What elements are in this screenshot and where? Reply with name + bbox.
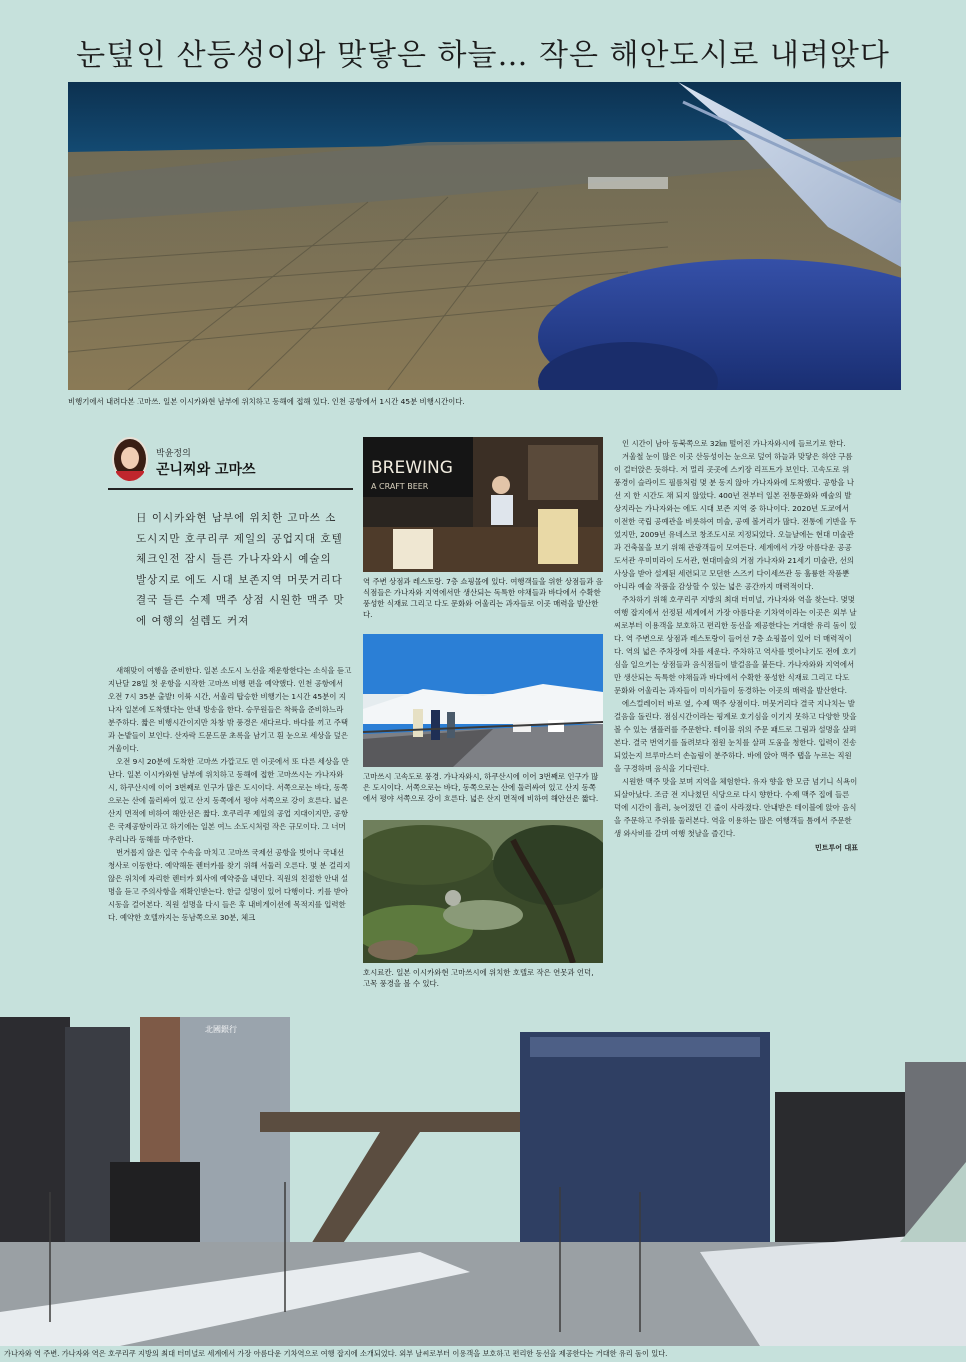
aerial-photo-caption: 비행기에서 내려다본 고마쓰. 일본 이시카와현 남부에 위치하고 동해에 접해 있다. 인천 공항에서 1시간 45분 비행시간이다. [68,397,465,406]
signoff: 민트투어 대표 [814,844,858,852]
headline: 눈덮인 산등성이와 맞닿은 하늘… 작은 해안도시로 내려앉다 [76,38,890,73]
article-paragraph: 주차하기 위해 호쿠리쿠 지방의 최대 터미널, 가나자와 역을 찾는다. 몇몇 여행 잡지에서 선정된 세계에서 가장 아름다운 기차역이라는 이곳은 외부 날씨로부터 이용객을 보호하고 편리한 동선을 제공한다는 거대한 유리 돔이 있다. 역 주변으로 상점과 레스토랑이 들어선 7층 쇼핑몰이 있어 더 매력적이다. 역의 넓은 주차장에 차를 세운다. 주차하고 역사를 벗어나기도 전에 호기심을 일으키는 상점들과 음식점들이 발걸음을 붙든다. 가나자와와 지역에서만 생산되는 독특한 야채들과 바다에서 수확한 풍성한 식재료 그리고 다도 문화와 어울리는 과자들이 미식가들이 동경하는 이곳의 매력을 발산한다. [614,595,857,695]
article-paragraph: 겨울철 눈이 많은 이곳 산등성이는 눈으로 덮여 하늘과 맞닿은 하얀 구름이 걸터앉은 듯하다. 저 멀리 곳곳에 스키장 리프트가 보인다. 고속도로 위 풍경이 슬라이드 필름처럼 몇 분 동지 않아 가나자와에 도착했다. 공항을 나선 지 한 시간도 채 되지 않았다. 400년 전부터 일본 전통문화와 예술의 발상지라는 가나자와는 에도 시대 보존 지역 중 하나이다. 2020년 도쿄에서 이전한 국립 공예관을 비롯하여 미술, 공예 볼거리가 많다. 전통에 기반을 두었지만, 2009년 유네스코 창조도시로 지정되었다. 오늘날에는 현대 미술관과 건축물을 보기 위해 관광객들이 모여든다. 세계에서 가장 아름다운 공공 도서관 우미미라이 도서관, 현대미술의 거점 가나자와 21세기 미술관, 선의 사상을 받아 설계된 세련되고 모던한 스즈키 다이세쓰관 등 훌륭한 작품뿐 아니라 예술 작품을 감상할 수 있는 넓은 공간까지 매력적이다. [614,452,857,591]
brewing-sign-sub: A CRAFT BEER [371,482,429,491]
aerial-photo [68,82,901,390]
byline [108,433,353,490]
author-name: 박윤정의 [156,449,191,459]
article-paragraph: 번거롭지 않은 입국 수속을 마치고 고마쓰 국제선 공항을 벗어나 국내선 청사로 이동한다. 예약해둔 렌터카를 찾기 위해 서둘러 오른다. 몇 분 걸리지 않은 위치에 자리한 렌터카 회사에 예약증을 내민다. 직원의 친절한 안내 설명을 듣고 주의사항을 재확인받는다. 한글 설명이 있어 다행이다. 키를 받아 시동을 걸어본다. 직원 설명을 다시 들은 후 내비게이션에 목적지를 입력한다. 예약한 호텔까지는 동남쪽으로 30분, 체크 [108,848,351,922]
article-paragraph: 에스컬레이터 바로 옆, 수제 맥주 상점이다. 머뭇거리다 결국 지나치는 발걸음을 돌린다. 점심시간이라는 핑계로 호기심을 이기지 못하고 다양한 맛을 볼 수 있는 샘플러를 주문한다. 테이블 위의 주문 패드로 그림과 설명을 살펴본다. 결국 번역기를 돌려보다 점원 눈치를 살펴 도움을 청한다. 입력이 진송되었는지 브루마스터 손놀림이 분주하다. 바에 앉아 맥주 탭을 누르는 직원을 구경하며 음식을 기다린다. [614,699,857,773]
station-photo [0,1012,966,1346]
brewery-photo-drawing [363,437,603,572]
brewery-photo [363,437,603,572]
author-avatar [112,437,148,481]
garden-photo-drawing [363,820,603,963]
highway-photo-caption: 고마쓰시 고속도로 풍경. 가나자와시, 하쿠산시에 이어 3번째로 인구가 많은 도시이다. 서쪽으로는 바다, 동쪽으로는 산에 둘러싸여 있고 산지 동쪽에서 평야 서쪽으로 강이 흐른다. 넓은 산지 면적에 비하여 해안선은 짧다. [363,772,599,803]
aerial-photo-drawing [68,82,901,390]
article-column-1 [108,664,352,924]
lede-text: 日 이시카와현 남부에 위치한 고마쓰 소도시지만 호쿠리쿠 제일의 공업지대 호텔 체크인전 잠시 들른 가나자와시 예술의 발상지로 에도 시대 보존지역 머뭇거리다 결국 들른 수제 맥주 상점 시원한 맥주 맛에 여행의 설렘도 커져 [136,512,345,627]
garden-photo [363,820,603,963]
brewing-sign: BREWING [371,458,453,478]
lede [136,508,346,631]
article-paragraph: 새해맞이 여행을 준비한다. 일본 소도시 노선을 재운항한다는 소식을 듣고 지난달 28일 첫 운항을 시작한 고마쓰 비행 편을 예약했다. 인천 공항에서 오전 7시 35분 출발! 이륙 시간, 서울리 탑승한 비행기는 1시간 45분이 지나자 일본에 도착했다는 안내 방송을 한다. 승무원들은 착륙을 준비하느라 분주하다. 짧은 비행시간이지만 차창 밖 풍경은 새다르다. 바다를 끼고 주택과 논밭들이 보인다. 산자락 드문드문 초록을 남기고 흰 눈으로 세상을 덮은 겨울이다. [108,666,352,753]
highway-photo-drawing [363,634,603,767]
station-photo-caption: 가나자와 역 주변. 가나자와 역은 호쿠리쿠 지방의 최대 터미널로 세계에서 가장 아름다운 기차역으로 여행 잡지에 소개되었다. 외부 날씨로부터 이용객을 보호하고 편리한 동선을 제공한다는 거대한 유리 돔이 있다. [4,1349,668,1358]
article-paragraph: 시원한 맥주 맛을 보며 지역을 체험한다. 유자 향을 한 모금 넘기니 식욕이 되살아났다. 조금 전 지나쳤던 식당으로 다시 향한다. 수제 맥주 집에 들른 덕에 시간이 흘러, 늦어졌던 긴 줄이 사라졌다. 안내받은 테이블에 앉아 음식을 주문하고 주위를 둘러본다. 역을 이용하는 많은 여행객들 틈에서 주문한 생 와사비를 갈며 여행 첫날을 즐긴다. [614,777,858,838]
brewery-photo-caption: 역 주변 상점과 레스토랑. 7층 쇼핑몰에 있다. 여행객들을 위한 상점들과 음식점들은 가나자와 지역에서만 생산되는 독특한 야채들과 바다에서 수확한 풍성한 식재료 그리고 다도 문화와 어울리는 과자들로 이곳 매력을 발산한다. [363,577,603,619]
article-paragraph: 인 시간이 남아 동북쪽으로 32㎞ 떨어진 가나자와시에 들르기로 한다. [622,439,846,448]
article-paragraph: 오전 9시 20분에 도착한 고마쓰 가깝고도 먼 이곳에서 또 다른 세상을 만난다. 일본 이시카와현 남부에 위치하고 동해에 접한 고마쓰시는 가나자와시, 하쿠산시에 이어 3번째로 인구가 많은 도시이다. 서쪽으로는 바다, 동쪽으로는 산에 둘러싸여 있고 산지 동쪽에서 평야 서쪽으로 강이 흐른다. 넓은 산지 면적에 비하여 해안선은 짧다. 호쿠리쿠 제일의 공업 지대이지만, 공항은 국제공항이라고 하기에는 일본 여느 소도시처럼 작은 규모이다. 그 너머 우리나라 동해를 마주한다. [108,757,349,844]
garden-photo-caption: 호시료칸. 일본 이시카와현 고마쓰시에 위치한 호텔로 작은 연못과 언덕, 고목 풍경을 볼 수 있다. [363,968,594,988]
column-title: 곤니찌와 고마쓰 [156,462,256,478]
station-photo-drawing [0,1012,966,1346]
highway-photo [363,634,603,767]
bank-sign: 北國銀行 [205,1025,237,1034]
article-column-3 [614,437,858,855]
